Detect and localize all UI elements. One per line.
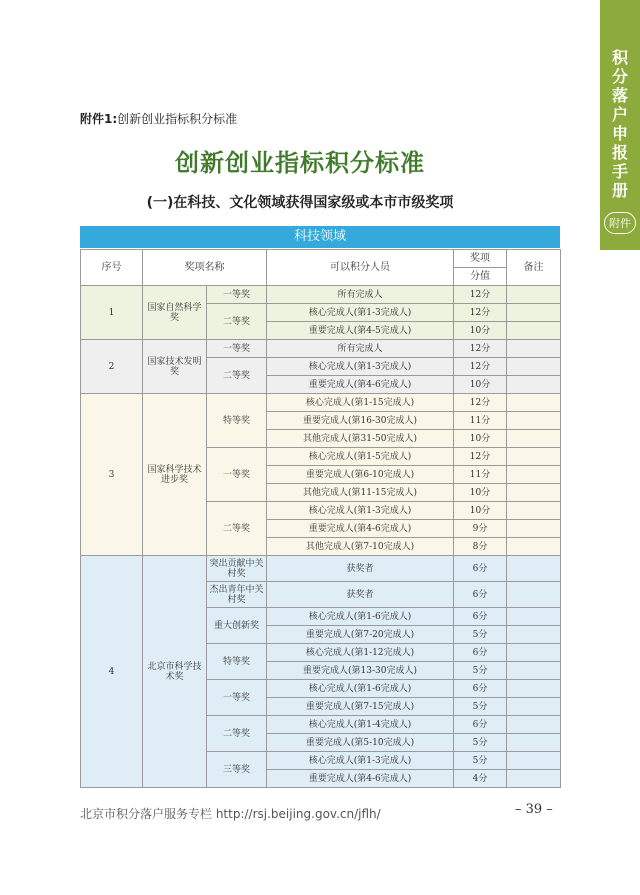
cell-remark	[507, 484, 561, 502]
cell-score: 10分	[454, 430, 507, 448]
cell-remark	[507, 716, 561, 734]
attachment-text: 创新创业指标积分标准	[117, 112, 238, 126]
cell-remark	[507, 286, 561, 304]
cell-person: 所有完成人	[267, 286, 454, 304]
cell-person: 其他完成人(第11-15完成人)	[267, 484, 454, 502]
cell-score: 6分	[454, 582, 507, 608]
cell-score: 11分	[454, 466, 507, 484]
cell-no: 4	[81, 556, 143, 788]
cell-remark	[507, 466, 561, 484]
cell-remark	[507, 412, 561, 430]
cell-award-name: 北京市科学技术奖	[143, 556, 207, 788]
cell-remark	[507, 582, 561, 608]
header-remark: 备注	[507, 250, 561, 286]
cell-person: 核心完成人(第1-4完成人)	[267, 716, 454, 734]
cell-score: 5分	[454, 662, 507, 680]
cell-award-level: 特等奖	[207, 644, 267, 680]
cell-score: 6分	[454, 716, 507, 734]
cell-no: 2	[81, 340, 143, 394]
cell-remark	[507, 358, 561, 376]
cell-score: 12分	[454, 358, 507, 376]
cell-award-level: 突出贡献中关村奖	[207, 556, 267, 582]
cell-no: 3	[81, 394, 143, 556]
cell-score: 6分	[454, 680, 507, 698]
cell-score: 10分	[454, 484, 507, 502]
header-person: 可以积分人员	[267, 250, 454, 286]
side-char: 册	[611, 181, 628, 200]
table-row	[81, 286, 561, 304]
cell-remark	[507, 322, 561, 340]
cell-person: 重要完成人(第4-6完成人)	[267, 770, 454, 788]
cell-remark	[507, 394, 561, 412]
cell-person: 重要完成人(第4-6完成人)	[267, 520, 454, 538]
cell-remark	[507, 680, 561, 698]
cell-remark	[507, 538, 561, 556]
cell-person: 核心完成人(第1-3完成人)	[267, 752, 454, 770]
cell-person: 获奖者	[267, 556, 454, 582]
cell-person: 获奖者	[267, 582, 454, 608]
cell-person: 核心完成人(第1-3完成人)	[267, 358, 454, 376]
attachment-badge: 附件	[604, 212, 636, 234]
cell-award-level: 一等奖	[207, 340, 267, 358]
cell-person: 重要完成人(第7-15完成人)	[267, 698, 454, 716]
cell-remark	[507, 556, 561, 582]
cell-award-level: 一等奖	[207, 448, 267, 502]
cell-score: 10分	[454, 322, 507, 340]
cell-award-name: 国家技术发明奖	[143, 340, 207, 394]
cell-person: 重要完成人(第5-10完成人)	[267, 734, 454, 752]
cell-score: 6分	[454, 556, 507, 582]
header-no: 序号	[81, 250, 143, 286]
cell-remark	[507, 520, 561, 538]
cell-person: 其他完成人(第7-10完成人)	[267, 538, 454, 556]
cell-person: 核心完成人(第1-3完成人)	[267, 502, 454, 520]
cell-score: 9分	[454, 520, 507, 538]
cell-remark	[507, 770, 561, 788]
cell-person: 核心完成人(第1-6完成人)	[267, 680, 454, 698]
cell-award-level: 二等奖	[207, 304, 267, 340]
cell-award-level: 一等奖	[207, 680, 267, 716]
cell-score: 4分	[454, 770, 507, 788]
cell-person: 重要完成人(第7-20完成人)	[267, 626, 454, 644]
cell-remark	[507, 376, 561, 394]
cell-remark	[507, 626, 561, 644]
cell-remark	[507, 448, 561, 466]
side-char: 申	[611, 124, 628, 143]
cell-person: 重要完成人(第4-5完成人)	[267, 322, 454, 340]
score-table	[80, 249, 561, 788]
header-score: 分值	[454, 268, 507, 286]
cell-score: 5分	[454, 752, 507, 770]
cell-person: 其他完成人(第31-50完成人)	[267, 430, 454, 448]
cell-score: 12分	[454, 394, 507, 412]
table-row	[81, 556, 561, 582]
cell-score: 8分	[454, 538, 507, 556]
cell-score: 12分	[454, 448, 507, 466]
cell-remark	[507, 304, 561, 322]
cell-score: 5分	[454, 698, 507, 716]
cell-score: 5分	[454, 626, 507, 644]
category-band: 科技领域	[80, 226, 560, 248]
cell-score: 10分	[454, 376, 507, 394]
cell-person: 核心完成人(第1-12完成人)	[267, 644, 454, 662]
cell-person: 所有完成人	[267, 340, 454, 358]
cell-score: 12分	[454, 340, 507, 358]
cell-remark	[507, 644, 561, 662]
header-award-name: 奖项名称	[143, 250, 267, 286]
score-table-body	[81, 250, 561, 788]
cell-person: 重要完成人(第13-30完成人)	[267, 662, 454, 680]
cell-remark	[507, 502, 561, 520]
cell-person: 重要完成人(第16-30完成人)	[267, 412, 454, 430]
cell-award-level: 杰出青年中关村奖	[207, 582, 267, 608]
cell-person: 核心完成人(第1-6完成人)	[267, 608, 454, 626]
side-char: 报	[611, 143, 628, 162]
cell-score: 6分	[454, 644, 507, 662]
cell-award-level: 二等奖	[207, 358, 267, 394]
attachment-line	[80, 110, 237, 127]
page-title: 创新创业指标积分标准	[175, 148, 425, 177]
cell-remark	[507, 430, 561, 448]
section-subtitle: (一)在科技、文化领域获得国家级或本市市级奖项	[146, 195, 454, 211]
cell-person: 重要完成人(第6-10完成人)	[267, 466, 454, 484]
side-char: 户	[611, 105, 628, 124]
footer-source: 北京市积分落户服务专栏 http://rsj.beijing.gov.cn/jflh/	[80, 807, 381, 821]
cell-person: 核心完成人(第1-3完成人)	[267, 304, 454, 322]
cell-award-name: 国家自然科学奖	[143, 286, 207, 340]
cell-remark	[507, 752, 561, 770]
cell-person: 核心完成人(第1-15完成人)	[267, 394, 454, 412]
page-number: – 39 –	[515, 802, 553, 817]
cell-score: 12分	[454, 286, 507, 304]
header-award: 奖项	[454, 250, 507, 268]
table-row	[81, 340, 561, 358]
cell-score: 10分	[454, 502, 507, 520]
cell-score: 11分	[454, 412, 507, 430]
side-tab-text	[600, 48, 640, 200]
cell-remark	[507, 698, 561, 716]
cell-person: 核心完成人(第1-5完成人)	[267, 448, 454, 466]
cell-no: 1	[81, 286, 143, 340]
cell-award-level: 二等奖	[207, 502, 267, 556]
table-row	[81, 394, 561, 412]
cell-remark	[507, 608, 561, 626]
cell-award-level: 特等奖	[207, 394, 267, 448]
side-char: 落	[611, 86, 628, 105]
cell-person: 重要完成人(第4-6完成人)	[267, 376, 454, 394]
cell-score: 12分	[454, 304, 507, 322]
cell-score: 6分	[454, 608, 507, 626]
cell-score: 5分	[454, 734, 507, 752]
side-char: 积	[611, 48, 628, 67]
cell-remark	[507, 734, 561, 752]
cell-remark	[507, 662, 561, 680]
cell-award-level: 三等奖	[207, 752, 267, 788]
cell-award-level: 二等奖	[207, 716, 267, 752]
side-char: 分	[611, 67, 628, 86]
cell-award-level: 重大创新奖	[207, 608, 267, 644]
side-char: 手	[611, 162, 628, 181]
cell-award-level: 一等奖	[207, 286, 267, 304]
cell-award-name: 国家科学技术进步奖	[143, 394, 207, 556]
table-header-row	[81, 250, 561, 268]
cell-remark	[507, 340, 561, 358]
attachment-label: 附件1:	[80, 112, 118, 126]
